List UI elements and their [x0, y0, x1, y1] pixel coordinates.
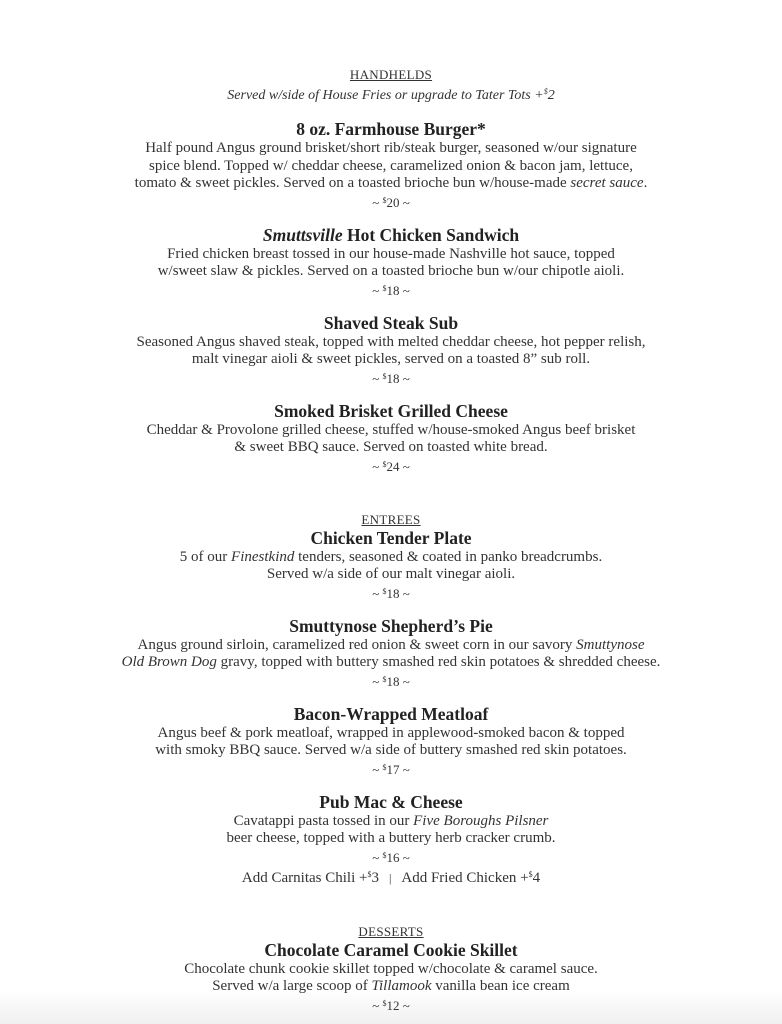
menu-item-shaved-steak-sub — [0, 313, 782, 387]
item-description: Fried chicken breast tossed in our house-made Nashville hot sauce, topped w/sweet slaw & pickles. Served on a toasted brioche bun w/our chipotle aioli. — [157, 245, 625, 279]
item-description: Seasoned Angus shaved steak, topped with melted cheddar cheese, hot pepper relish, malt vinegar aioli & sweet pickles, served on a toasted 8” sub roll. — [136, 333, 646, 367]
menu-item-hot-chicken-sandwich — [0, 225, 782, 299]
item-price: ~ $18 ~ — [372, 370, 410, 386]
menu-item-bacon-wrapped-meatloaf — [0, 704, 782, 778]
item-description: Cavatappi pasta tossed in our Five Boroughs Pilsner beer cheese, topped with a buttery herb cracker crumb. — [226, 812, 556, 846]
item-price: ~ $17 ~ — [372, 761, 410, 777]
item-price: ~ $18 ~ — [372, 282, 410, 298]
item-name: Smuttsville Hot Chicken Sandwich — [262, 224, 520, 245]
item-name: Shaved Steak Sub — [323, 312, 459, 333]
menu-item-farmhouse-burger — [0, 119, 782, 211]
addon-separator: | — [388, 870, 392, 885]
item-description: Angus beef & pork meatloaf, wrapped in applewood-smoked bacon & topped with smoky BBQ sauce. Served w/a side of buttery smashed red skin potatoes. — [155, 724, 627, 758]
section-heading-entrees: ENTREES — [361, 511, 421, 527]
menu-item-cookie-skillet — [0, 940, 782, 1014]
item-price: ~ $20 ~ — [372, 194, 410, 210]
item-name: Smuttynose Shepherd’s Pie — [289, 615, 493, 636]
item-description: Cheddar & Provolone grilled cheese, stuffed w/house-smoked Angus beef brisket & sweet BBQ sauce. Served on toasted white bread. — [146, 421, 636, 455]
item-name: Chicken Tender Plate — [310, 527, 472, 548]
section-desserts — [0, 923, 782, 1014]
menu-content — [0, 66, 782, 1014]
item-description: Angus ground sirloin, caramelized red onion & sweet corn in our savory Smuttynose Old Brown Dog gravy, topped with buttery smashed red skin potatoes & shredded cheese. — [121, 636, 661, 670]
section-entrees — [0, 511, 782, 887]
section-note-handhelds: Served w/side of House Fries or upgrade to Tater Tots +$2 — [227, 87, 555, 103]
item-name: Pub Mac & Cheese — [319, 791, 463, 812]
item-price: ~ $16 ~ — [372, 849, 410, 865]
menu-item-chicken-tender-plate — [0, 528, 782, 602]
item-description: Chocolate chunk cookie skillet topped w/chocolate & caramel sauce. Served w/a large scoop of Tillamook vanilla bean ice cream — [184, 960, 598, 994]
section-handhelds — [0, 66, 782, 475]
item-name: Bacon-Wrapped Meatloaf — [293, 703, 489, 724]
item-price: ~ $24 ~ — [372, 458, 410, 474]
item-price: ~ $18 ~ — [372, 673, 410, 689]
item-name: Smoked Brisket Grilled Cheese — [274, 400, 508, 421]
item-description: 5 of our Finestkind tenders, seasoned & coated in panko breadcrumbs. Served w/a side of our malt vinegar aioli. — [179, 548, 603, 582]
item-price: ~ $12 ~ — [372, 997, 410, 1013]
item-price: ~ $18 ~ — [372, 585, 410, 601]
item-description: Half pound Angus ground brisket/short rib/steak burger, seasoned w/our signature spice blend. Topped w/ cheddar cheese, caramelized onion & bacon jam, lettuce, tomato & sweet pickles. Served on a toasted brioche bun w/house-made secret sauce. — [134, 140, 648, 191]
item-addons — [0, 866, 782, 887]
section-heading-desserts: DESSERTS — [358, 923, 424, 939]
addon-carnitas-chili: Add Carnitas Chili +$3 — [241, 869, 379, 886]
addon-fried-chicken: Add Fried Chicken +$4 — [401, 869, 541, 886]
item-name: Chocolate Caramel Cookie Skillet — [264, 939, 518, 960]
menu-item-brisket-grilled-cheese — [0, 401, 782, 475]
menu-item-pub-mac-cheese — [0, 792, 782, 887]
menu-item-shepherds-pie — [0, 616, 782, 690]
item-name: 8 oz. Farmhouse Burger* — [296, 119, 486, 139]
section-heading-handhelds: HANDHELDS — [349, 67, 433, 82]
